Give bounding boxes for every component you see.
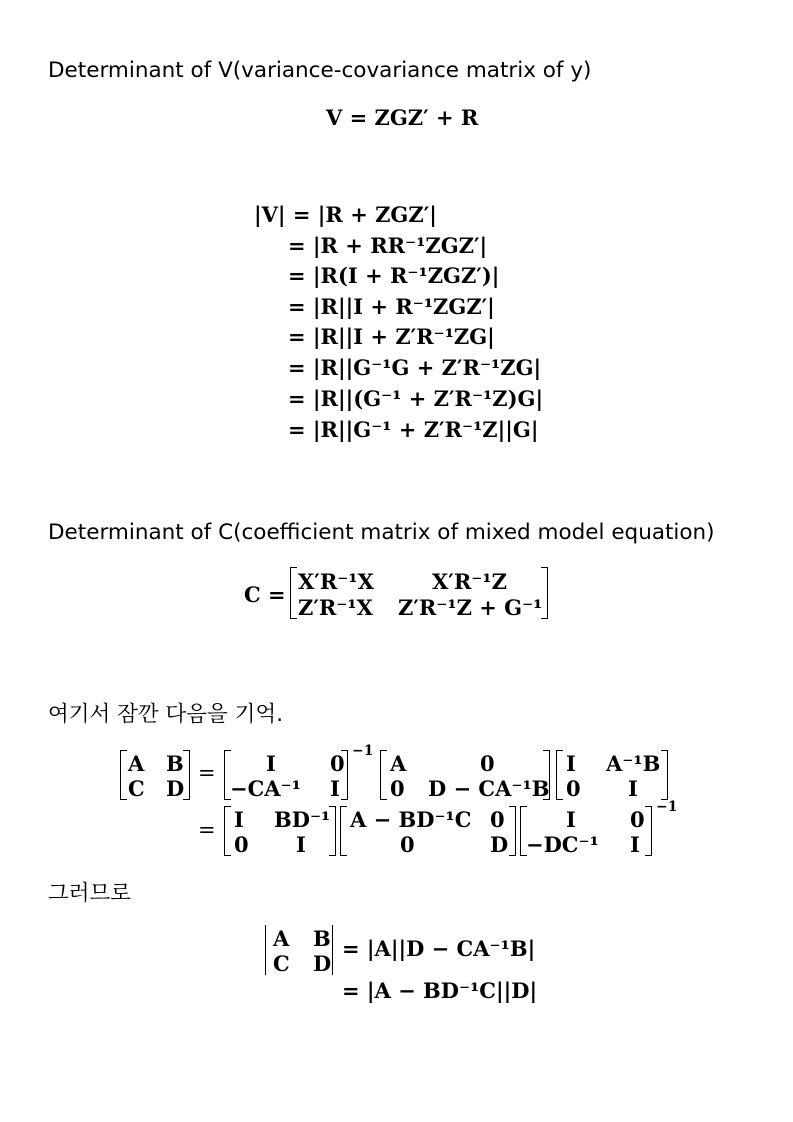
- m-cell: D: [313, 951, 332, 976]
- matrix-row1-2: [380, 750, 550, 800]
- matrix-row2-2: [340, 806, 516, 856]
- inverse-exponent: −1: [352, 743, 374, 759]
- m-cell: 0: [234, 832, 249, 857]
- matrix-row2-1: [224, 806, 336, 856]
- therefore-text: 그러므로: [48, 881, 132, 906]
- inverse-exponent: −1: [656, 799, 678, 815]
- deriv-line: |V| = |R + ZGZ′|: [254, 202, 437, 227]
- c-cell: X′R⁻¹Z: [432, 569, 507, 594]
- m-cell: B: [166, 751, 184, 776]
- note-text: 여기서 잠깐 다음을 기억.: [48, 702, 284, 727]
- m-cell: D: [166, 776, 185, 801]
- m-cell: I: [566, 751, 576, 776]
- m-cell: 0: [390, 776, 405, 801]
- deriv-line: = |R||I + R⁻¹ZGZ′|: [288, 294, 495, 319]
- m-cell: 0: [330, 751, 345, 776]
- m-cell: I: [330, 776, 340, 801]
- m-cell: B: [313, 926, 331, 951]
- m-cell: 0: [480, 751, 495, 776]
- m-cell: 0: [566, 776, 581, 801]
- heading-v: Determinant of V(variance-covariance matrix of y): [48, 58, 592, 83]
- m-cell: A − BD⁻¹C: [350, 807, 472, 832]
- det-result-line: = |A − BD⁻¹C||D|: [342, 978, 538, 1003]
- equals: =: [198, 818, 216, 842]
- lhs-matrix: [120, 750, 190, 800]
- m-cell: C: [128, 776, 145, 801]
- m-cell: I: [628, 776, 638, 801]
- m-cell: D − CA⁻¹B: [428, 776, 550, 801]
- m-cell: A: [390, 751, 407, 776]
- c-cell: Z′R⁻¹Z + G⁻¹: [398, 595, 543, 620]
- heading-c: Determinant of C(coefficient matrix of mixed model equation): [48, 520, 715, 545]
- c-cell: Z′R⁻¹X: [298, 595, 373, 620]
- det-matrix: [265, 925, 333, 975]
- m-cell: A: [128, 751, 145, 776]
- m-cell: I: [234, 807, 244, 832]
- m-cell: −DC⁻¹: [526, 832, 599, 857]
- m-cell: I: [296, 832, 306, 857]
- matrix-row1-3: [556, 750, 668, 800]
- m-cell: I: [266, 751, 276, 776]
- deriv-line: = |R||G⁻¹G + Z′R⁻¹ZG|: [288, 355, 542, 380]
- m-cell: 0: [630, 807, 645, 832]
- deriv-line: = |R(I + R⁻¹ZGZ′)|: [288, 263, 500, 288]
- deriv-line: = |R||(G⁻¹ + Z′R⁻¹Z)G|: [288, 386, 544, 411]
- m-cell: A⁻¹B: [606, 751, 661, 776]
- c-matrix: [290, 567, 548, 619]
- matrix-row2-3: [520, 806, 652, 856]
- c-cell: X′R⁻¹X: [298, 569, 374, 594]
- m-cell: BD⁻¹: [274, 807, 331, 832]
- m-cell: A: [273, 926, 290, 951]
- m-cell: D: [490, 832, 509, 857]
- m-cell: −CA⁻¹: [230, 776, 301, 801]
- m-cell: 0: [400, 832, 415, 857]
- deriv-line: = |R||I + Z′R⁻¹ZG|: [288, 324, 495, 349]
- m-cell: C: [273, 951, 290, 976]
- det-result-line: = |A||D − CA⁻¹B|: [342, 936, 536, 961]
- deriv-line: = |R||G⁻¹ + Z′R⁻¹Z||G|: [288, 417, 539, 442]
- matrix-row1-1: [224, 750, 348, 800]
- m-cell: I: [630, 832, 640, 857]
- c-lhs: C =: [244, 582, 286, 607]
- m-cell: 0: [490, 807, 505, 832]
- equals: =: [198, 761, 216, 785]
- deriv-line: = |R + RR⁻¹ZGZ′|: [288, 233, 488, 258]
- v-definition: V = ZGZ′ + R: [326, 105, 479, 130]
- m-cell: I: [566, 807, 576, 832]
